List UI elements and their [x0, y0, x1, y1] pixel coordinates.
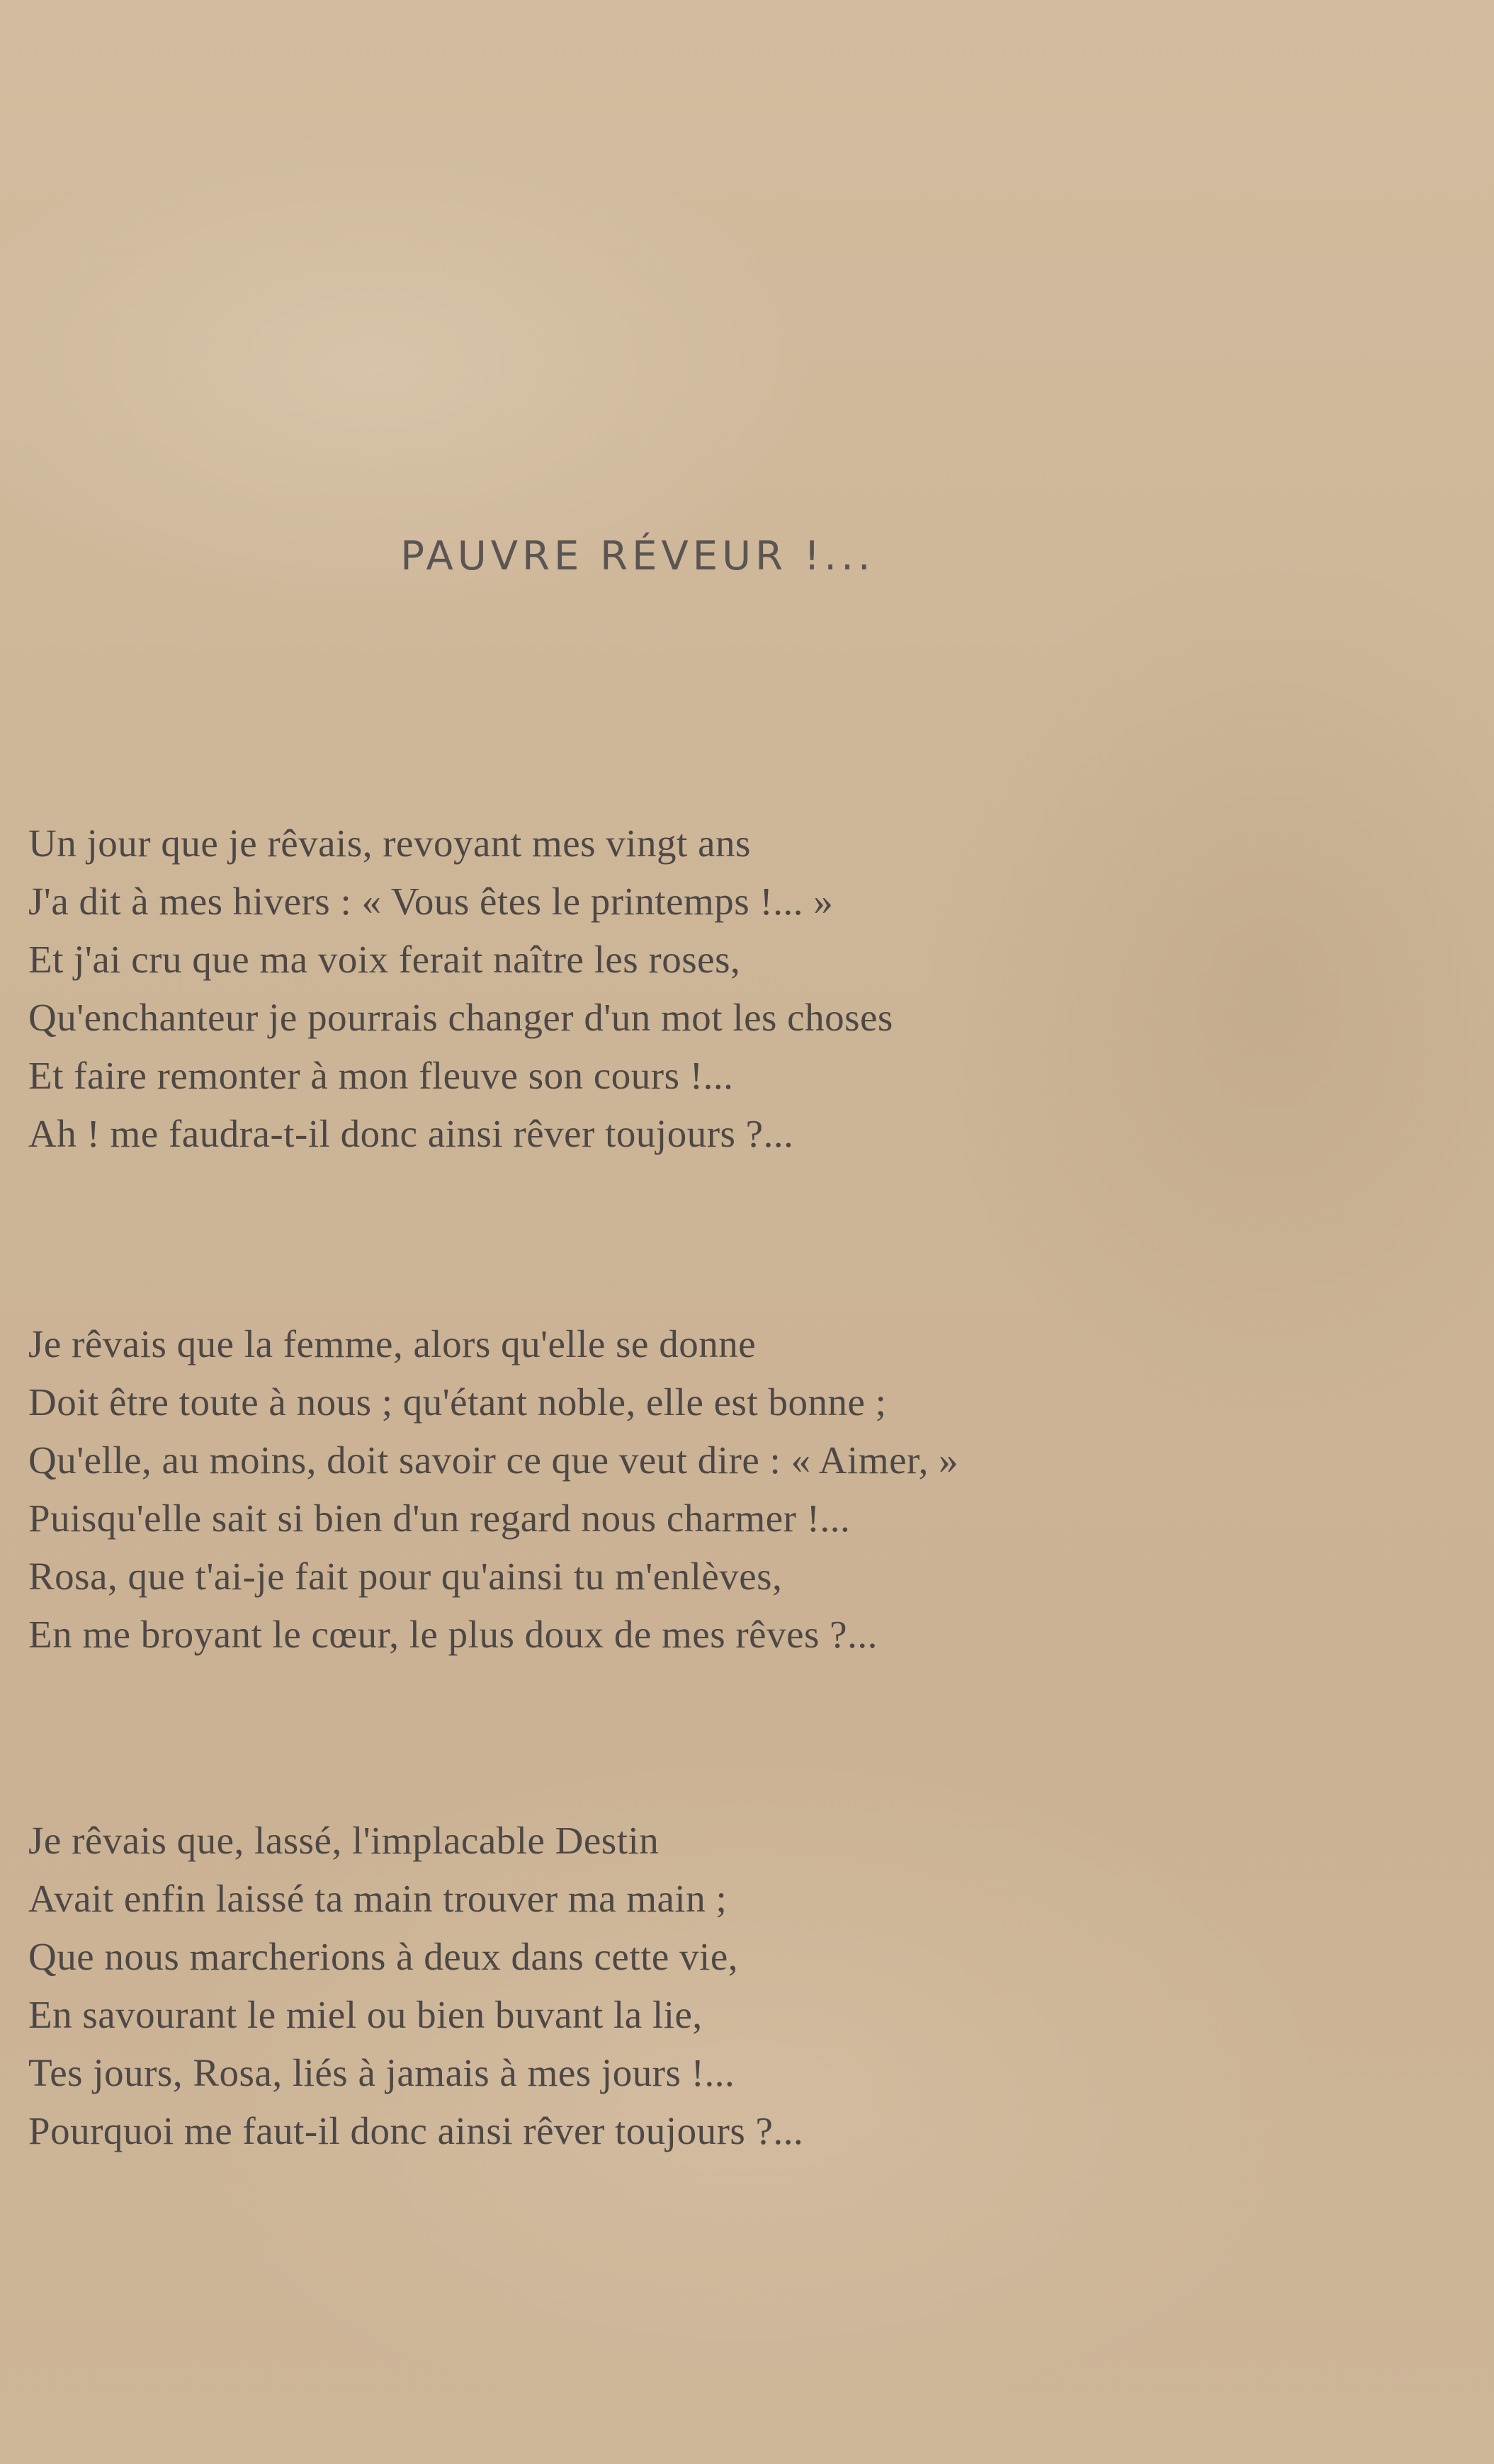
poem-line: Je rêvais que la femme, alors qu'elle se donne [28, 1322, 757, 1366]
stanza-1 [28, 814, 893, 1163]
poem-line: Et j'ai cru que ma voix ferait naître les roses, [28, 938, 741, 981]
poem-line: Pourquoi me faut-il donc ainsi rêver toujours ?... [28, 2109, 804, 2152]
poem-line: Et faire remonter à mon fleuve son cours !... [28, 1054, 734, 1097]
poem-line: Avait enfin laissé ta main trouver ma main ; [28, 1877, 728, 1920]
poem-line: Rosa, que t'ai-je fait pour qu'ainsi tu m'enlèves, [28, 1555, 783, 1598]
poem-line: Puisqu'elle sait si bien d'un regard nous charmer !... [28, 1497, 851, 1540]
stanza-2 [28, 1315, 958, 1664]
poem-line: Je rêvais que, lassé, l'implacable Destin [28, 1819, 660, 1862]
poem-line: Un jour que je rêvais, revoyant mes vingt ans [28, 822, 751, 865]
stanza-3 [28, 1812, 803, 2160]
poem-line: J'a dit à mes hivers : « Vous êtes le printemps !... » [28, 880, 834, 923]
poem-line: En savourant le miel ou bien buvant la lie, [28, 1993, 703, 2036]
poem-line: En me broyant le cœur, le plus doux de mes rêves ?... [28, 1613, 878, 1656]
poem-line: Qu'elle, au moins, doit savoir ce que veut dire : « Aimer, » [28, 1438, 959, 1482]
poem-line: Ah ! me faudra-t-il donc ainsi rêver toujours ?... [28, 1112, 794, 1155]
poem-title: PAUVRE RÉVEUR !... [400, 533, 875, 579]
poem-line: Doit être toute à nous ; qu'étant noble, elle est bonne ; [28, 1380, 887, 1424]
poem-line: Tes jours, Rosa, liés à jamais à mes jours !... [28, 2051, 735, 2094]
poem-line: Que nous marcherions à deux dans cette vie, [28, 1935, 738, 1978]
poem-line: Qu'enchanteur je pourrais changer d'un mot les choses [28, 996, 893, 1039]
